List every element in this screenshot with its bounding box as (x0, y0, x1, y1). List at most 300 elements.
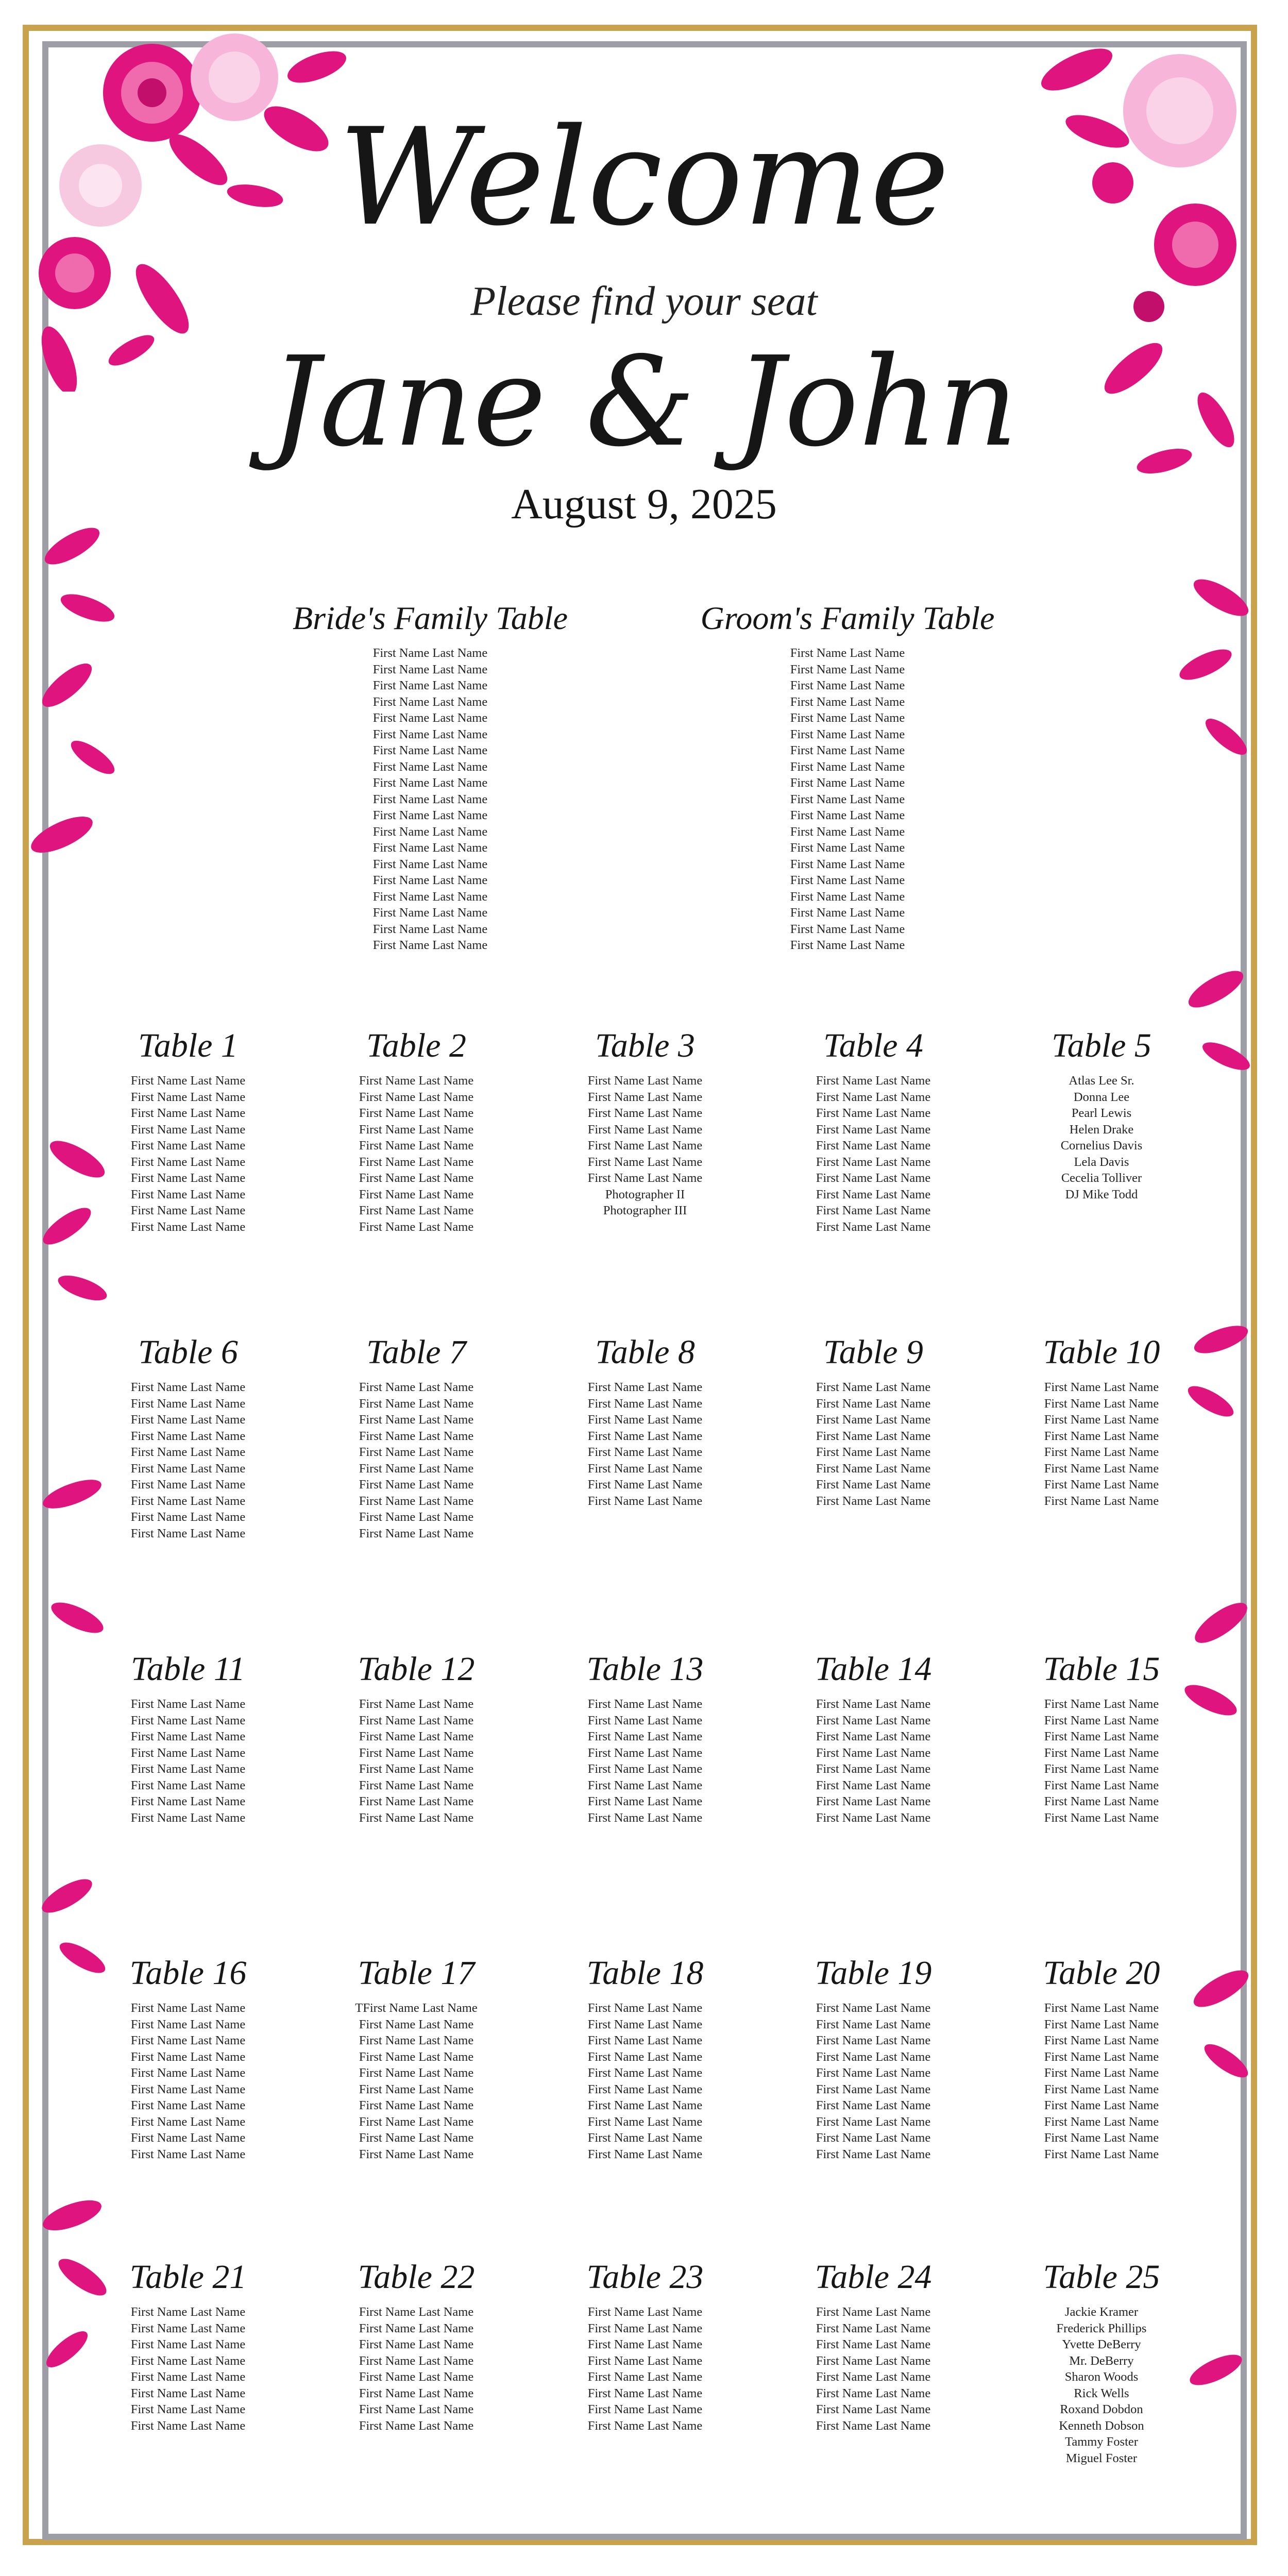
guest-list (293, 2304, 540, 2434)
guest-name: Cornelius Davis (1060, 1139, 1143, 1153)
guest-name: First Name Last Name (587, 2418, 703, 2433)
seating-table-9 (750, 1332, 997, 1509)
guest-name: First Name Last Name (130, 1494, 246, 1508)
guest-name: First Name Last Name (1044, 1794, 1159, 1808)
guest-name: First Name Last Name (790, 889, 905, 904)
guest-name: First Name Last Name (130, 2147, 246, 2161)
guest-name: First Name Last Name (130, 1204, 246, 1217)
guest-list (521, 1379, 769, 1509)
guest-name: First Name Last Name (587, 2001, 703, 2015)
guest-name: First Name Last Name (816, 2305, 931, 2319)
guest-name: First Name Last Name (587, 2305, 703, 2319)
guest-name: First Name Last Name (359, 1445, 474, 1459)
table-title: Table 16 (129, 1954, 247, 1992)
guest-name: First Name Last Name (130, 1778, 246, 1792)
guest-name: First Name Last Name (372, 889, 488, 904)
guest-name: First Name Last Name (130, 1219, 246, 1234)
guest-name: First Name Last Name (130, 1745, 246, 1760)
seating-table-18 (521, 1953, 769, 2162)
guest-name: DJ Mike Todd (1065, 1187, 1138, 1201)
table-title: Table 7 (366, 1333, 466, 1371)
guest-name: First Name Last Name (587, 2337, 703, 2351)
guest-name: First Name Last Name (587, 2321, 703, 2335)
guest-name: First Name Last Name (1044, 2131, 1159, 2145)
guest-name: Yvette DeBerry (1062, 2337, 1141, 2351)
guest-name: Mr. DeBerry (1069, 2353, 1134, 2368)
guest-name: First Name Last Name (587, 1478, 703, 1492)
guest-name: First Name Last Name (130, 1396, 246, 1411)
guest-name: First Name Last Name (816, 1171, 931, 1185)
table-title: Table 10 (1043, 1333, 1160, 1371)
guest-name: First Name Last Name (130, 2353, 246, 2368)
guest-name: First Name Last Name (130, 1510, 246, 1524)
guest-name: First Name Last Name (1044, 2017, 1159, 2031)
guest-name: First Name Last Name (130, 2321, 246, 2335)
seating-table-20 (978, 1953, 1225, 2162)
guest-name: First Name Last Name (790, 873, 905, 887)
guest-name: First Name Last Name (816, 1461, 931, 1476)
table-title: Table 23 (586, 2258, 704, 2296)
guest-list (978, 1696, 1225, 1826)
guest-name: First Name Last Name (130, 1155, 246, 1169)
guest-name: First Name Last Name (359, 2305, 474, 2319)
table-title: Table 4 (823, 1027, 923, 1064)
guest-list (234, 645, 626, 954)
guest-name: First Name Last Name (130, 2402, 246, 2416)
guest-name: First Name Last Name (790, 679, 905, 692)
guest-name: First Name Last Name (359, 2049, 474, 2064)
guest-name: First Name Last Name (372, 743, 488, 757)
guest-name: First Name Last Name (587, 1697, 703, 1711)
guest-name: First Name Last Name (587, 1461, 703, 1476)
guest-name: Roxand Dobdon (1060, 2402, 1143, 2416)
guest-name: First Name Last Name (130, 1730, 246, 1743)
guest-name: First Name Last Name (130, 1090, 246, 1104)
guest-name: First Name Last Name (587, 1762, 703, 1776)
guest-name: First Name Last Name (816, 1090, 931, 1104)
seating-table-2 (293, 1025, 540, 1235)
guest-name: First Name Last Name (359, 1204, 474, 1217)
guest-list (521, 2000, 769, 2162)
guest-name: First Name Last Name (130, 1413, 246, 1427)
guest-name: First Name Last Name (1044, 1429, 1159, 1443)
guest-name: First Name Last Name (816, 1494, 931, 1508)
guest-name: First Name Last Name (359, 1494, 474, 1508)
guest-name: First Name Last Name (587, 2386, 703, 2400)
guest-name: First Name Last Name (372, 922, 488, 936)
guest-name: First Name Last Name (1044, 2098, 1159, 2112)
seating-table-22 (293, 2257, 540, 2434)
table-title: Table 8 (595, 1333, 695, 1371)
guest-name: First Name Last Name (1044, 2066, 1159, 2080)
guest-list (293, 1073, 540, 1235)
guest-name: First Name Last Name (816, 1730, 931, 1743)
guest-name: Pearl Lewis (1071, 1106, 1132, 1120)
guest-name: First Name Last Name (1044, 2049, 1159, 2064)
guest-name: First Name Last Name (587, 1794, 703, 1808)
guest-name: First Name Last Name (816, 2370, 931, 2384)
seating-table-19 (750, 1953, 997, 2162)
guest-name: First Name Last Name (587, 1396, 703, 1411)
guest-name: First Name Last Name (1044, 1810, 1159, 1825)
guest-name: First Name Last Name (130, 2066, 246, 2080)
table-title: Table 5 (1052, 1027, 1151, 1064)
guest-name: First Name Last Name (816, 1445, 931, 1459)
guest-name: First Name Last Name (130, 1171, 246, 1185)
guest-name: First Name Last Name (359, 1810, 474, 1825)
seating-table-17 (293, 1953, 540, 2162)
guest-name: First Name Last Name (130, 2098, 246, 2112)
guest-name: First Name Last Name (359, 1762, 474, 1776)
guest-list (750, 1379, 997, 1509)
guest-name: First Name Last Name (359, 2033, 474, 2047)
guest-name: First Name Last Name (816, 2353, 931, 2368)
guest-name: First Name Last Name (587, 2066, 703, 2080)
guest-name: First Name Last Name (372, 759, 488, 774)
guest-name: First Name Last Name (587, 1730, 703, 1743)
seating-table-10 (978, 1332, 1225, 1509)
guest-name: First Name Last Name (372, 938, 488, 952)
guest-name: First Name Last Name (359, 2131, 474, 2145)
guest-name: First Name Last Name (816, 1155, 931, 1169)
guest-name: First Name Last Name (130, 1478, 246, 1492)
guest-name: Lela Davis (1074, 1155, 1129, 1169)
seating-table-11 (64, 1649, 312, 1826)
guest-name: First Name Last Name (359, 1730, 474, 1743)
guest-name: First Name Last Name (1044, 2147, 1159, 2161)
guest-name: First Name Last Name (1044, 2114, 1159, 2129)
guest-name: First Name Last Name (130, 1380, 246, 1394)
table-title: Table 12 (358, 1650, 475, 1688)
guest-name: First Name Last Name (790, 694, 905, 709)
guest-name: First Name Last Name (130, 1106, 246, 1120)
table-title: Table 25 (1043, 2258, 1160, 2296)
guest-name: First Name Last Name (587, 1380, 703, 1394)
guest-name: First Name Last Name (816, 2147, 931, 2161)
guest-name: First Name Last Name (816, 2098, 931, 2112)
guest-name: First Name Last Name (587, 2131, 703, 2145)
guest-name: First Name Last Name (130, 2337, 246, 2351)
guest-list (521, 1696, 769, 1826)
guest-name: First Name Last Name (1044, 1778, 1159, 1792)
guest-name: First Name Last Name (359, 1090, 474, 1104)
guest-name: First Name Last Name (1044, 1762, 1159, 1776)
guest-name: First Name Last Name (359, 1510, 474, 1524)
table-title: Table 24 (815, 2258, 932, 2296)
event-date: August 9, 2025 (511, 480, 777, 528)
guest-name: First Name Last Name (372, 646, 488, 660)
guest-name: First Name Last Name (816, 2386, 931, 2400)
guest-name: First Name Last Name (359, 1219, 474, 1234)
guest-name: First Name Last Name (816, 1106, 931, 1120)
guest-name: TFirst Name Last Name (355, 2001, 478, 2015)
guest-name: First Name Last Name (816, 1697, 931, 1711)
guest-name: First Name Last Name (816, 2321, 931, 2335)
guest-name: First Name Last Name (359, 2066, 474, 2080)
guest-name: First Name Last Name (1044, 1396, 1159, 1411)
guest-name: First Name Last Name (359, 2321, 474, 2335)
guest-name: First Name Last Name (816, 1794, 931, 1808)
guest-name: First Name Last Name (790, 792, 905, 806)
guest-name: First Name Last Name (587, 2114, 703, 2129)
guest-list (64, 2304, 312, 2434)
table-title: Table 13 (586, 1650, 704, 1688)
guest-name: First Name Last Name (359, 2386, 474, 2400)
grooms-family-table (652, 598, 1043, 954)
table-title: Table 22 (358, 2258, 475, 2296)
guest-name: First Name Last Name (816, 2418, 931, 2433)
guest-name: First Name Last Name (130, 2114, 246, 2129)
guest-name: First Name Last Name (130, 1794, 246, 1808)
guest-name: First Name Last Name (130, 2418, 246, 2433)
guest-name: First Name Last Name (587, 1171, 703, 1185)
guest-name: First Name Last Name (130, 2001, 246, 2015)
guest-name: First Name Last Name (587, 2049, 703, 2064)
seating-table-13 (521, 1649, 769, 1826)
table-title: Table 1 (138, 1027, 238, 1064)
guest-name: First Name Last Name (790, 808, 905, 822)
guest-name: First Name Last Name (816, 1745, 931, 1760)
guest-name: First Name Last Name (359, 1794, 474, 1808)
seating-table-25 (978, 2257, 1225, 2466)
guest-name: First Name Last Name (359, 1396, 474, 1411)
guest-name: First Name Last Name (790, 662, 905, 676)
welcome-heading: Welcome (338, 100, 950, 256)
guest-name: First Name Last Name (587, 2098, 703, 2112)
guest-name: First Name Last Name (1044, 1745, 1159, 1760)
guest-list (750, 2304, 997, 2434)
table-title: Table 17 (358, 1954, 475, 1992)
guest-name: Tammy Foster (1065, 2435, 1138, 2449)
guest-name: First Name Last Name (816, 1380, 931, 1394)
guest-name: First Name Last Name (1044, 1478, 1159, 1492)
guest-name: First Name Last Name (130, 1122, 246, 1137)
guest-name: First Name Last Name (587, 1090, 703, 1104)
guest-name: First Name Last Name (359, 2402, 474, 2416)
guest-name: First Name Last Name (359, 2353, 474, 2368)
guest-list (293, 1379, 540, 1541)
guest-name: First Name Last Name (816, 1810, 931, 1825)
guest-name: First Name Last Name (359, 1745, 474, 1760)
guest-name: First Name Last Name (790, 906, 905, 920)
guest-name: First Name Last Name (816, 2131, 931, 2145)
seating-table-12 (293, 1649, 540, 1826)
guest-name: First Name Last Name (130, 1526, 246, 1540)
guest-name: First Name Last Name (816, 1122, 931, 1137)
guest-name: First Name Last Name (130, 1697, 246, 1711)
guest-name: First Name Last Name (816, 1139, 931, 1153)
table-title: Table 14 (815, 1650, 932, 1688)
guest-name: First Name Last Name (372, 662, 488, 676)
guest-name: First Name Last Name (816, 2033, 931, 2047)
table-title: Table 18 (586, 1954, 704, 1992)
guest-name: First Name Last Name (790, 922, 905, 936)
guest-name: First Name Last Name (359, 1139, 474, 1153)
guest-name: First Name Last Name (130, 2017, 246, 2031)
guest-name: First Name Last Name (816, 1429, 931, 1443)
guest-name: Cecelia Tolliver (1061, 1171, 1142, 1185)
guest-name: First Name Last Name (359, 1187, 474, 1201)
guest-name: First Name Last Name (587, 1494, 703, 1508)
guest-name: First Name Last Name (359, 2114, 474, 2129)
table-title: Table 2 (366, 1027, 466, 1064)
guest-name: First Name Last Name (130, 2049, 246, 2064)
guest-list (64, 1073, 312, 1235)
guest-list (64, 2000, 312, 2162)
seating-table-14 (750, 1649, 997, 1826)
guest-name: First Name Last Name (1044, 1445, 1159, 1459)
guest-name: First Name Last Name (372, 792, 488, 806)
guest-name: First Name Last Name (359, 1106, 474, 1120)
guest-name: First Name Last Name (587, 1745, 703, 1760)
guest-name: First Name Last Name (359, 1697, 474, 1711)
guest-name: Photographer III (603, 1204, 687, 1217)
guest-name: First Name Last Name (130, 1762, 246, 1776)
guest-name: First Name Last Name (816, 2337, 931, 2351)
guest-name: First Name Last Name (816, 1219, 931, 1234)
guest-list (293, 2000, 540, 2162)
guest-name: First Name Last Name (359, 2082, 474, 2096)
guest-list (652, 645, 1043, 954)
guest-name: Frederick Phillips (1056, 2321, 1147, 2335)
seating-table-6 (64, 1332, 312, 1541)
guest-name: First Name Last Name (359, 1478, 474, 1492)
guest-name: Rick Wells (1074, 2386, 1129, 2400)
guest-name: First Name Last Name (816, 1413, 931, 1427)
guest-name: First Name Last Name (1044, 2033, 1159, 2047)
guest-name: First Name Last Name (130, 1187, 246, 1201)
guest-name: First Name Last Name (372, 727, 488, 741)
guest-name: First Name Last Name (359, 1526, 474, 1540)
guest-name: First Name Last Name (790, 857, 905, 871)
seating-table-15 (978, 1649, 1225, 1826)
guest-name: First Name Last Name (790, 646, 905, 660)
guest-name: First Name Last Name (816, 1478, 931, 1492)
guest-list (978, 1073, 1225, 1202)
guest-list (521, 1073, 769, 1219)
guest-name: First Name Last Name (130, 1139, 246, 1153)
guest-name: Atlas Lee Sr. (1069, 1074, 1134, 1088)
seating-table-16 (64, 1953, 312, 2162)
guest-name: First Name Last Name (587, 2370, 703, 2384)
guest-name: First Name Last Name (587, 1445, 703, 1459)
guest-name: First Name Last Name (130, 2082, 246, 2096)
guest-name: First Name Last Name (587, 2353, 703, 2368)
guest-name: First Name Last Name (1044, 2001, 1159, 2015)
guest-name: First Name Last Name (587, 1713, 703, 1727)
guest-name: First Name Last Name (816, 2066, 931, 2080)
guest-name: First Name Last Name (372, 711, 488, 725)
guest-name: First Name Last Name (372, 906, 488, 920)
table-title: Table 3 (595, 1027, 695, 1064)
guest-name: First Name Last Name (816, 2049, 931, 2064)
seating-table-21 (64, 2257, 312, 2434)
brides-family-table (234, 598, 626, 954)
guest-name: First Name Last Name (587, 1155, 703, 1169)
guest-name: First Name Last Name (372, 808, 488, 822)
guest-list (978, 1379, 1225, 1509)
guest-name: First Name Last Name (372, 679, 488, 692)
table-title: Table 6 (138, 1333, 238, 1371)
guest-name: First Name Last Name (587, 1139, 703, 1153)
guest-name: First Name Last Name (359, 2017, 474, 2031)
guest-name: First Name Last Name (587, 2017, 703, 2031)
guest-name: First Name Last Name (587, 2147, 703, 2161)
guest-name: First Name Last Name (587, 2033, 703, 2047)
guest-name: First Name Last Name (359, 1778, 474, 1792)
guest-name: First Name Last Name (816, 1187, 931, 1201)
seating-table-5 (978, 1025, 1225, 1202)
table-title: Bride's Family Table (293, 600, 568, 636)
seating-table-7 (293, 1332, 540, 1541)
leaf-vine-right-icon (1164, 567, 1262, 2524)
guest-name: Kenneth Dobson (1059, 2418, 1144, 2433)
guest-name: Miguel Foster (1065, 2451, 1138, 2465)
seating-table-4 (750, 1025, 997, 1235)
guest-name: First Name Last Name (372, 824, 488, 839)
guest-name: First Name Last Name (130, 1429, 246, 1443)
guest-name: First Name Last Name (372, 694, 488, 709)
table-title: Groom's Family Table (700, 600, 995, 636)
guest-name: First Name Last Name (816, 1713, 931, 1727)
find-your-seat-subtitle: Please find your seat (470, 279, 818, 324)
guest-name: First Name Last Name (359, 2337, 474, 2351)
seating-table-24 (750, 2257, 997, 2434)
guest-name: First Name Last Name (587, 1106, 703, 1120)
guest-name: First Name Last Name (1044, 1461, 1159, 1476)
guest-list (750, 1696, 997, 1826)
guest-name: Jackie Kramer (1064, 2305, 1139, 2319)
guest-name: First Name Last Name (587, 1122, 703, 1137)
guest-list (978, 2304, 1225, 2466)
guest-name: First Name Last Name (359, 2098, 474, 2112)
guest-name: First Name Last Name (816, 2114, 931, 2129)
table-title: Table 19 (815, 1954, 932, 1992)
guest-name: First Name Last Name (587, 1074, 703, 1088)
guest-name: First Name Last Name (816, 1778, 931, 1792)
couple-names: Jane & John (270, 330, 1018, 474)
guest-name: First Name Last Name (359, 1122, 474, 1137)
guest-name: First Name Last Name (372, 857, 488, 871)
guest-name: First Name Last Name (359, 2370, 474, 2384)
guest-name: First Name Last Name (359, 1171, 474, 1185)
seating-table-23 (521, 2257, 769, 2434)
guest-name: First Name Last Name (1044, 1713, 1159, 1727)
guest-name: First Name Last Name (1044, 1697, 1159, 1711)
guest-name: First Name Last Name (130, 2305, 246, 2319)
table-title: Table 9 (823, 1333, 923, 1371)
guest-name: First Name Last Name (790, 759, 905, 774)
guest-name: First Name Last Name (816, 2001, 931, 2015)
guest-name: First Name Last Name (359, 2418, 474, 2433)
guest-name: First Name Last Name (816, 1762, 931, 1776)
guest-name: First Name Last Name (359, 1713, 474, 1727)
guest-name: Sharon Woods (1064, 2370, 1139, 2384)
guest-name: First Name Last Name (790, 711, 905, 725)
guest-name: First Name Last Name (359, 1413, 474, 1427)
guest-name: First Name Last Name (130, 2386, 246, 2400)
guest-name: Helen Drake (1069, 1122, 1134, 1137)
guest-name: First Name Last Name (790, 776, 905, 790)
guest-name: First Name Last Name (359, 1074, 474, 1088)
guest-name: First Name Last Name (1044, 1730, 1159, 1743)
guest-name: First Name Last Name (816, 2017, 931, 2031)
guest-name: First Name Last Name (790, 743, 905, 757)
guest-list (750, 1073, 997, 1235)
table-title: Table 11 (131, 1650, 245, 1688)
guest-name: First Name Last Name (372, 776, 488, 790)
guest-name: First Name Last Name (359, 1380, 474, 1394)
